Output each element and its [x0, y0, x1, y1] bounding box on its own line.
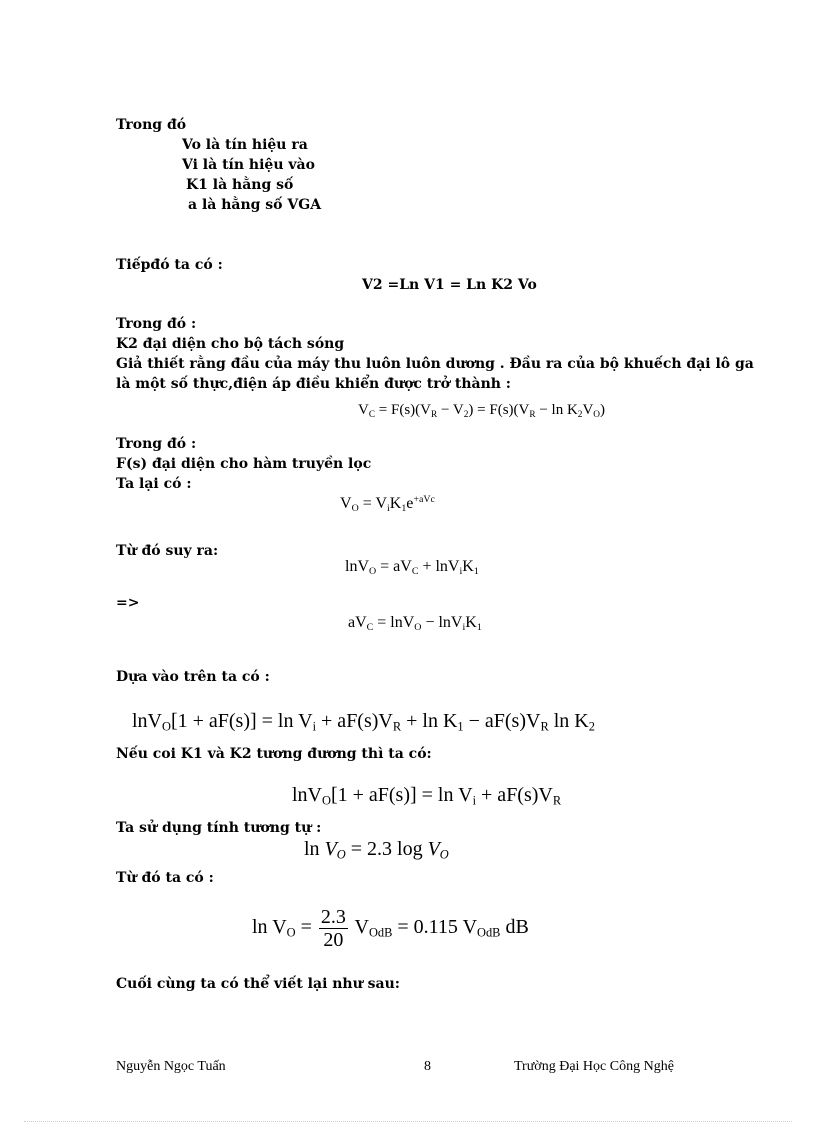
- text-trong-do-3: Trong đó :: [116, 436, 197, 452]
- equation-ln-vo-simplified: $\ln V_O[1 + aF(s)] = \ln V_i + aF(s)V_R$: [292, 784, 562, 808]
- footer-school: Trường Đại Học Công Nghệ: [514, 1059, 674, 1074]
- text-a-def: a là hằng số VGA: [188, 197, 322, 213]
- text-gia-thiet: Giả thiết rằng đầu của máy thu luôn luôn dương . Đầu ra của bộ khuếch đại lô ga: [116, 356, 754, 372]
- text-tu-do-suy-ra: Từ đó suy ra:: [116, 543, 219, 559]
- equation-vo: $V_O = V_iK_1e^{+aVc}$: [340, 494, 435, 514]
- text-ta-lai-co: Ta lại có :: [116, 476, 192, 492]
- text-vo-def: Vo là tín hiệu ra: [182, 137, 308, 153]
- text-neu-coi: Nếu coi K1 và K2 tương đương thì ta có:: [116, 746, 432, 762]
- fraction: $\frac{2.3}{20}$: [320, 905, 346, 951]
- equation-v2: V2 =Ln V1 = Ln K2 Vo: [362, 277, 537, 293]
- text-k2-def: K2 đại diện cho bộ tách sóng: [116, 336, 345, 352]
- equation-vc: $V_C = F(s)(V_R - V_2) = F(s)(V_R - \ln K_2V_O)$: [358, 402, 605, 420]
- equation-log: $\ln V_O = 2.3$ $\log V_O$: [304, 838, 449, 862]
- text-vi-def: Vi là tín hiệu vào: [182, 157, 315, 173]
- text-tu-do-ta-co: Từ đó ta có :: [116, 870, 214, 886]
- page-bottom-border: [24, 1121, 792, 1122]
- text-fs-def: F(s) đại diện cho hàm truyền lọc: [116, 456, 372, 472]
- text-tiep-do: Tiếpđó ta có :: [116, 257, 223, 273]
- text-dua-vao: Dựa vào trên ta có :: [116, 669, 270, 685]
- text-arrow: =>: [116, 595, 140, 611]
- text-k1-def: K1 là hằng số: [186, 177, 294, 193]
- equation-avc: $aV_C = \ln V_O - \ln V_iK_1$: [348, 614, 482, 633]
- text-cuoi-cung: Cuối cùng ta có thể viết lại như sau:: [116, 976, 400, 992]
- equation-ln-vo: $\ln V_O = aV_C + \ln V_iK_1$: [345, 558, 479, 577]
- text-so-thuc: là một số thực,điện áp điều khiển được trở thành :: [116, 376, 511, 392]
- text-trong-do-2: Trong đó :: [116, 316, 197, 332]
- text-trong-do-1: Trong đó: [116, 117, 187, 133]
- footer-author: Nguyễn Ngọc Tuấn: [116, 1059, 226, 1074]
- equation-ln-vo-full: $\ln V_O[1 + aF(s)] = \ln V_i + aF(s)V_R + \ln K_1 - aF(s)V_R$ $\ln K_2$: [132, 710, 595, 734]
- footer-page-number: 8: [424, 1059, 431, 1074]
- text-ta-su-dung: Ta sử dụng tính tương tự :: [116, 820, 322, 836]
- equation-db: $\ln V_O$ = $\frac{2.3}{20}$ $V_{OdB} = 0.115$ $V_{OdB}$ dB: [252, 905, 529, 951]
